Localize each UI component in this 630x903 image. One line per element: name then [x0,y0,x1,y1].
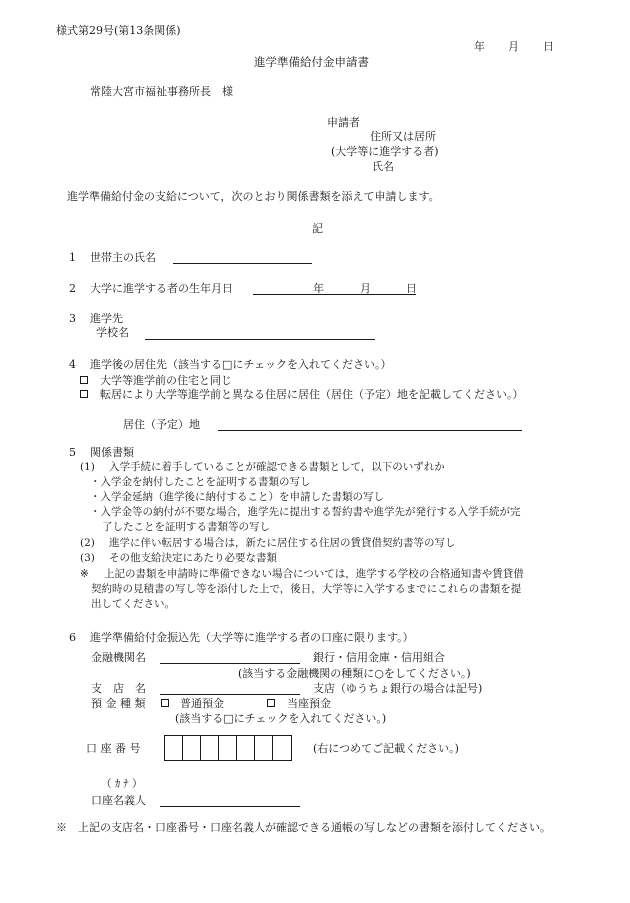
item4-label: 進学後の居住先（該当する□にチェックを入れてください。） [90,358,392,371]
item2-label: 大学に進学する者の生年月日 [90,282,233,295]
footer-note: ※ 上記の支店名・口座番号・口座名義人が確認できる通帳の写しなどの書類を添付してください。 [56,821,551,834]
intro-text: 進学準備給付金の支給について，次のとおり関係書類を添えて申請します。 [67,190,440,203]
bank-name-field[interactable] [160,663,300,664]
account-number-label: 口 座 番 号 [86,742,141,755]
docs-sub1-number: (1) [80,461,95,473]
docs-sub3-text: その他支給決定にあたり必要な書類 [109,552,277,564]
docs-note-line2: 契約時の見積書の写し等を添付した上で，後日，大学等に入学するまでにこれらの書類を提 [91,583,522,595]
branch-suffix: 支店（ゆうちょ銀行の場合は記号) [313,682,483,695]
residence-location-field[interactable] [218,430,522,431]
docs-bullet2: ・入学金延納（進学後に納付すること）を申請した書類の写し [90,491,384,503]
account-digit-box[interactable] [165,736,183,760]
item1-number: 1 [69,251,76,264]
item4-number: 4 [69,358,76,371]
deposit-type-label: 預 金 種 類 [91,697,146,710]
deposit-ordinary-checkbox[interactable] [161,699,169,707]
item6-number: 6 [69,631,76,644]
applicant-address-note: (大学等に進学する者) [331,145,439,158]
applicant-name-label: 氏名 [372,160,394,173]
school-name-field[interactable] [145,339,375,340]
residence-option1-label: 大学等進学前の住宅と同じ [100,374,232,387]
account-holder-label: 口座名義人 [91,794,146,807]
docs-note-line3: 出してください。 [91,598,175,610]
item3-label: 進学先 [90,312,123,325]
deposit-current-checkbox[interactable] [267,699,275,707]
docs-sub1-text: 入学手続に着手していることが確認できる書類として，以下のいずれか [109,461,445,473]
docs-bullet3-line1: ・入学金等の納付が不要な場合，進学先に提出する誓約書や進学先が発行する入学手続が完 [90,506,521,518]
residence-same-checkbox[interactable] [80,376,88,384]
birthdate-day-label: 日 [406,282,417,295]
deposit-ordinary-label: 普通預金 [180,697,224,710]
bank-name-label: 金融機関名 [91,651,146,664]
bank-types: 銀行・信用金庫・信用組合 [313,651,445,664]
bank-type-note: (該当する金融機関の種類に○をしてください。) [238,667,471,680]
ki-heading: 記 [312,222,323,235]
form-number: 様式第29号(第13条関係) [56,24,181,37]
account-digit-box[interactable] [273,736,291,760]
docs-sub2-text: 進学に伴い転居する場合は，新たに居住する住居の賃貸借契約書等の写し [109,537,456,549]
residence-moved-checkbox[interactable] [80,390,88,398]
residence-location-label: 居住（予定）地 [123,418,200,431]
docs-note-mark: ※ [80,568,89,580]
item6-label: 進学準備給付金振込先（大学等に進学する者の口座に限ります。） [90,631,414,644]
form-title: 進学準備給付金申請書 [254,55,369,69]
item5-label: 関係書類 [90,446,134,459]
item2-number: 2 [69,282,76,295]
docs-bullet1: ・入学金を納付したことを証明する書類の写し [90,476,311,488]
branch-name-field[interactable] [160,694,300,695]
addressee: 常陸大宮市福祉事務所長 様 [90,85,233,98]
deposit-current-label: 当座預金 [287,697,331,710]
school-name-label: 学校名 [96,326,129,339]
birthdate-month-label: 月 [360,282,371,295]
birthdate-year-label: 年 [313,282,324,295]
item3-number: 3 [69,312,76,325]
date-year-label: 年 [474,40,485,53]
item1-label: 世帯主の氏名 [90,251,156,264]
docs-sub3-number: (3) [80,552,95,564]
docs-note-line1: 上記の書類を申請時に準備できない場合については，進学する学校の合格通知書や賃貸借 [104,568,524,580]
docs-sub2-number: (2) [80,537,95,549]
applicant-label: 申請者 [327,116,360,129]
branch-name-label: 支 店 名 [91,682,146,695]
account-digit-box[interactable] [201,736,219,760]
residence-option2-label: 転居により大学等進学前と異なる住居に居住（居住（予定）地を記載してください。） [100,388,524,401]
account-holder-field[interactable] [160,806,300,807]
account-digit-box[interactable] [183,736,201,760]
date-month-label: 月 [508,40,519,53]
account-number-note: (右につめてご記載ください。) [313,742,459,755]
account-digit-box[interactable] [219,736,237,760]
account-number-boxes[interactable] [164,735,292,761]
household-head-name-field[interactable] [173,263,312,264]
birthdate-field[interactable] [253,294,416,295]
item5-number: 5 [69,446,76,459]
deposit-type-note: (該当する□にチェックを入れてください。) [175,712,387,725]
account-digit-box[interactable] [255,736,273,760]
applicant-address-label: 住所又は居所 [370,130,436,143]
account-digit-box[interactable] [237,736,255,760]
docs-bullet3-line2: 了したことを証明する書類等の写し [102,521,270,533]
date-day-label: 日 [543,40,554,53]
kana-label: （ ｶ ﾅ ） [101,778,143,790]
